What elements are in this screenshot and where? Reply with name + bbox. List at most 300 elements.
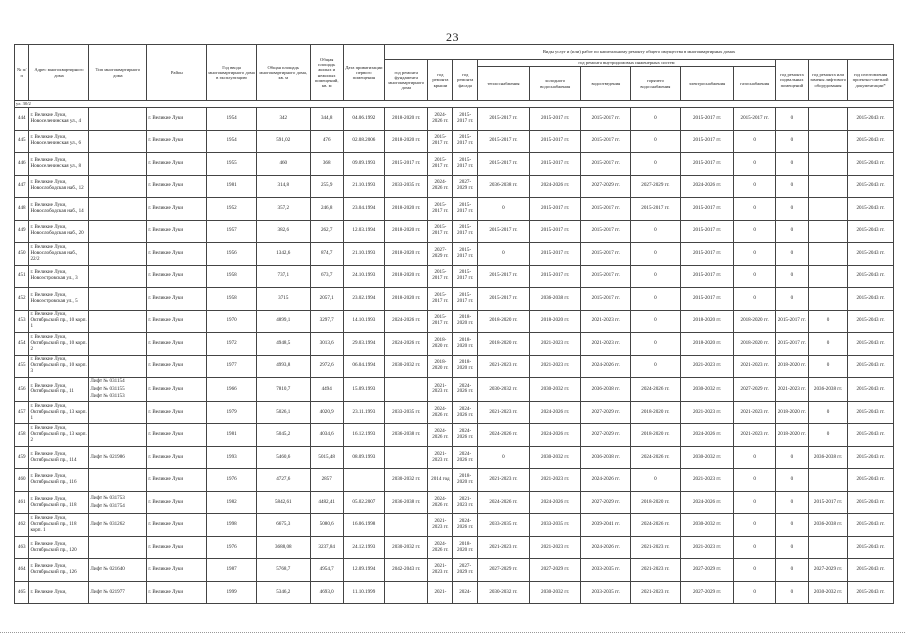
cell-gas: 0 (734, 130, 775, 153)
cell-base: 0 (775, 446, 808, 469)
cell-total: 7810,7 (256, 378, 310, 402)
cell-total: 5346,2 (256, 581, 310, 604)
cell-total: 382,6 (256, 220, 310, 243)
cell-living: 3237,84 (310, 536, 343, 559)
col-design-header: год изготовления проектно-сметной документации* (848, 60, 894, 101)
cell-type (89, 424, 147, 447)
cell-sewer: 2015-2017 гг. (581, 108, 631, 131)
cell-total: 3715 (256, 288, 310, 311)
cell-facade: 2027-2029 гг. (453, 175, 478, 198)
cell-total: 3688,08 (256, 536, 310, 559)
cell-total: 4727,6 (256, 469, 310, 492)
cell-heat: 2021-2023 гг. (478, 355, 530, 378)
cell-fund (385, 378, 428, 402)
cell-total: 5045,2 (256, 424, 310, 447)
cell-facade: 2015-2017 гг. (453, 220, 478, 243)
cell-facade: 2015-2017 гг. (453, 288, 478, 311)
cell-power: 2015-2017 гг. (680, 108, 734, 131)
cell-design: 2015-2043 гг. (848, 559, 894, 582)
cell-total: 357,2 (256, 198, 310, 221)
cell-fund: 2018-2020 гг. (385, 198, 428, 221)
cell-roof: 2014 год (428, 469, 453, 492)
cell-base: 0 (775, 220, 808, 243)
col-roof-header: год ремонта крыши (428, 60, 453, 101)
cell-dist: г. Великие Луки (147, 288, 207, 311)
cell-power: 2015-2017 гг. (680, 265, 734, 288)
cell-fund: 2033-2035 гг. (385, 175, 428, 198)
col-district-header: Район (147, 45, 207, 101)
cell-power: 2027-2029 гг. (680, 559, 734, 582)
cell-cold: 2036-2038 гг. (529, 288, 581, 311)
col-heat-header: теплоснабжения (478, 67, 530, 101)
cell-living: 2972,6 (310, 355, 343, 378)
table-row (15, 514, 894, 537)
cell-sewer: 2015-2017 гг. (581, 198, 631, 221)
cell-roof: 2018-2020 гг. (428, 333, 453, 356)
cell-year: 1970 (207, 310, 257, 333)
cell-sewer: 2033-2035 гг. (581, 559, 631, 582)
cell-lift (808, 243, 847, 266)
cell-roof: 2024-2026 гг. (428, 424, 453, 447)
cell-type: Лифт № 021640 (89, 559, 147, 582)
cell-addr: г. Великие Луки, Октябрьский пр., 116 (29, 469, 89, 492)
cell-power: 2024-2026 гг. (680, 424, 734, 447)
cell-addr: г. Великие Луки, Октябрьский пр., 114 (29, 446, 89, 469)
table-body (15, 108, 894, 604)
cell-gas: 0 (734, 536, 775, 559)
cell-n: 449 (15, 220, 29, 243)
cell-addr: г. Великие Луки, Октябрьский пр., 13 корп. 1 (29, 401, 89, 424)
cell-year: 1987 (207, 559, 257, 582)
cell-design: 2015-2043 гг. (848, 333, 894, 356)
cell-design: 2015-2043 гг. (848, 424, 894, 447)
cell-lift (808, 175, 847, 198)
cell-design: 2015-2043 гг. (848, 378, 894, 402)
cell-gas: 0 (734, 175, 775, 198)
cell-priv: 09.09.1993 (343, 153, 384, 176)
cell-type (89, 536, 147, 559)
cell-dist: г. Великие Луки (147, 175, 207, 198)
cell-cold: 2024-2026 гг. (529, 491, 581, 514)
cell-power: 2015-2017 гг. (680, 243, 734, 266)
cell-living: 255,9 (310, 175, 343, 198)
cell-type: Лифт № 021977 (89, 581, 147, 604)
cell-sewer: 2036-2038 гг. (581, 446, 631, 469)
cell-power: 2015-2017 гг. (680, 220, 734, 243)
cell-sewer: 2039-2041 гг. (581, 514, 631, 537)
cell-design: 2015-2043 гг. (848, 153, 894, 176)
cell-cold: 2015-2017 гг. (529, 198, 581, 221)
cell-power: 2030-2032 гг. (680, 446, 734, 469)
cell-living: 4494 (310, 378, 343, 402)
cell-addr: г. Великие Луки, Новоселенинская ул., 6 (29, 130, 89, 153)
cell-total: 5842,61 (256, 491, 310, 514)
cell-roof: 2024-2026 гг. (428, 175, 453, 198)
table-row (15, 491, 894, 514)
table-row (15, 243, 894, 266)
cell-total: 5026,1 (256, 401, 310, 424)
cell-lift: 2036-2038 гг. (808, 446, 847, 469)
cell-year: 1957 (207, 220, 257, 243)
cell-dist: г. Великие Луки (147, 491, 207, 514)
cell-year: 1956 (207, 243, 257, 266)
cell-base: 2018-2020 гг. (775, 355, 808, 378)
cell-heat: 2015-2017 гг. (478, 130, 530, 153)
cell-lift: 0 (808, 401, 847, 424)
cell-n: 451 (15, 265, 29, 288)
cell-lift (808, 288, 847, 311)
cell-addr: г. Великие Луки, Новослободская наб., 14 (29, 198, 89, 221)
cell-design: 2015-2043 гг. (848, 130, 894, 153)
lift-number: Лифт № 031753 (90, 495, 125, 502)
cell-priv: 16.06.1998 (343, 514, 384, 537)
cell-heat: 2024-2026 гг. (478, 491, 530, 514)
cell-cold: 2024-2026 гг. (529, 424, 581, 447)
lift-number: Лифт № 031155 (90, 385, 125, 392)
table-row (15, 220, 894, 243)
cell-design: 2015-2043 гг. (848, 355, 894, 378)
cell-sewer: 2027-2029 гг. (581, 424, 631, 447)
cell-hot: 2024-2026 гг. (631, 514, 681, 537)
cell-living: 4482,41 (310, 491, 343, 514)
cell-heat: 2021-2023 гг. (478, 469, 530, 492)
cell-hot: 0 (631, 310, 681, 333)
cell-fund: 2036-2038 гг. (385, 424, 428, 447)
cell-year: 1976 (207, 536, 257, 559)
cell-gas: 2027-2029 гг. (734, 378, 775, 402)
cell-facade: 2024-2026 гг. (453, 446, 478, 469)
cell-sewer: 2015-2017 гг. (581, 130, 631, 153)
cell-n: 445 (15, 130, 29, 153)
cell-type (89, 198, 147, 221)
cell-year: 1952 (207, 198, 257, 221)
table-row (15, 469, 894, 492)
cell-total: 5460,6 (256, 446, 310, 469)
cell-addr: г. Великие Луки, Октябрьский пр., 10 корп. 1 (29, 310, 89, 333)
cell-roof: 2024-2026 гг. (428, 401, 453, 424)
cell-type (89, 153, 147, 176)
cell-roof: 2021-2023 гг. (428, 378, 453, 402)
cell-year: 1958 (207, 288, 257, 311)
cell-cold: 2021-2023 гг. (529, 469, 581, 492)
cell-heat: 2015-2017 гг. (478, 108, 530, 131)
cell-cold: 2030-2032 гг. (529, 581, 581, 604)
cell-dist: г. Великие Луки (147, 265, 207, 288)
cell-lift: 2030-2032 гг. (808, 581, 847, 604)
cell-living: 476 (310, 130, 343, 153)
cell-priv: 23.11.1993 (343, 401, 384, 424)
cell-roof: 2024-2026 гг. (428, 536, 453, 559)
cell-facade: 2015-2017 гг. (453, 243, 478, 266)
cell-heat: 2018-2020 гг. (478, 333, 530, 356)
cell-fund: 2018-2020 гг. (385, 220, 428, 243)
cell-facade: 2024-2026 гг. (453, 424, 478, 447)
cell-addr: г. Великие Луки, Октябрьский пр., 10 корп. 2 (29, 333, 89, 356)
cell-heat: 0 (478, 198, 530, 221)
cell-living: 4954,7 (310, 559, 343, 582)
cell-power: 2024-2026 гг. (680, 175, 734, 198)
cell-facade: 2024- (453, 581, 478, 604)
cell-year: 1981 (207, 175, 257, 198)
cell-addr: г. Великие Луки, Новоэстровская ул., 3 (29, 265, 89, 288)
cell-facade: 2024-2026 гг. (453, 378, 478, 402)
cell-base: 2018-2020 гг. (775, 401, 808, 424)
col-sewer-header: водоотведения (581, 67, 631, 101)
lift-number: Лифт № 031154 (90, 378, 125, 384)
cell-design: 2015-2043 гг. (848, 198, 894, 221)
cell-heat: 0 (478, 446, 530, 469)
cell-lift (808, 536, 847, 559)
cell-fund: 2018-2020 гг. (385, 108, 428, 131)
cell-power: 2021-2023 гг. (680, 469, 734, 492)
col-privatization-header: Дата приватизации первого помещения (343, 45, 384, 101)
cell-design: 2015-2043 гг. (848, 265, 894, 288)
cell-fund: 2030-2032 гг. (385, 355, 428, 378)
cell-power: 2027-2029 гг. (680, 581, 734, 604)
cell-lift (808, 153, 847, 176)
cell-dist: г. Великие Луки (147, 424, 207, 447)
cell-base: 2018-2020 гг. (775, 424, 808, 447)
cell-lift (808, 469, 847, 492)
cell-hot: 0 (631, 265, 681, 288)
cell-living: 344,8 (310, 108, 343, 131)
cell-year: 1977 (207, 355, 257, 378)
cell-dist: г. Великие Луки (147, 446, 207, 469)
cell-gas: 0 (734, 265, 775, 288)
cell-facade: 2027-2029 гг. (453, 559, 478, 582)
cell-fund: 2018-2020 гг. (385, 130, 428, 153)
cell-cold: 2021-2023 гг. (529, 536, 581, 559)
cell-sewer: 2021-2023 гг. (581, 333, 631, 356)
works-group-header: Виды услуг и (или) работ по капитальному ремонту общего имущества в многоквартирных домах (385, 45, 894, 60)
cell-hot: 2018-2020 гг. (631, 401, 681, 424)
cell-design: 2015-2043 гг. (848, 491, 894, 514)
cell-living: 4034,6 (310, 424, 343, 447)
cell-sewer: 2015-2017 гг. (581, 220, 631, 243)
cell-dist: г. Великие Луки (147, 333, 207, 356)
cell-gas: 0 (734, 288, 775, 311)
table-row (15, 198, 894, 221)
cell-hot: 2024-2026 гг. (631, 446, 681, 469)
cell-year: 1958 (207, 265, 257, 288)
cell-heat: 2036-2038 гг. (478, 175, 530, 198)
cell-year: 1972 (207, 333, 257, 356)
cell-cold: 2015-2017 гг. (529, 153, 581, 176)
cell-type (89, 355, 147, 378)
cell-year: 1999 (207, 581, 257, 604)
cell-design: 2015-2043 гг. (848, 514, 894, 537)
cell-roof: 2021-2023 гг. (428, 446, 453, 469)
cell-hot: 0 (631, 469, 681, 492)
cell-fund (385, 514, 428, 537)
cell-year: 1998 (207, 514, 257, 537)
cell-dist: г. Великие Луки (147, 243, 207, 266)
cell-dist: г. Великие Луки (147, 198, 207, 221)
cell-fund: 2015-2017 гг. (385, 153, 428, 176)
cell-living: 874,7 (310, 243, 343, 266)
cell-n: 448 (15, 198, 29, 221)
cell-addr: г. Великие Луки, Новослободская наб., 12 (29, 175, 89, 198)
cell-facade: 2018-2020 гг. (453, 310, 478, 333)
cell-lift (808, 198, 847, 221)
cell-n: 446 (15, 153, 29, 176)
cell-dist: г. Великие Луки (147, 108, 207, 131)
cell-base: 2021-2023 гг. (775, 378, 808, 402)
page-number: 23 (446, 30, 459, 44)
col-power-header: электроснабжения (680, 67, 734, 101)
table-row (15, 108, 894, 131)
cell-dist: г. Великие Луки (147, 559, 207, 582)
cell-priv: 08.09.1993 (343, 446, 384, 469)
cell-addr: г. Великие Луки, Октябрьский пр., 120 (29, 536, 89, 559)
cell-n: 463 (15, 536, 29, 559)
table-subheader: ул. 30/2 (15, 101, 894, 108)
cell-base: 0 (775, 198, 808, 221)
cell-roof: 2021-2023 гг. (428, 559, 453, 582)
cell-roof: 2027-2029 гг. (428, 243, 453, 266)
cell-dist: г. Великие Луки (147, 153, 207, 176)
cell-gas: 0 (734, 198, 775, 221)
cell-total: 342 (256, 108, 310, 131)
cell-design: 2015-2043 гг. (848, 401, 894, 424)
cell-year: 1976 (207, 469, 257, 492)
cell-hot: 2021-2023 гг. (631, 559, 681, 582)
cell-hot: 2024-2026 гг. (631, 378, 681, 402)
cell-heat: 2015-2017 гг. (478, 153, 530, 176)
cell-type (89, 469, 147, 492)
cell-n: 458 (15, 424, 29, 447)
cell-n: 450 (15, 243, 29, 266)
cell-priv: 12.09.1994 (343, 559, 384, 582)
cell-base: 2015-2017 гг. (775, 310, 808, 333)
cell-priv (343, 469, 384, 492)
cell-power: 2015-2017 гг. (680, 288, 734, 311)
cell-lift (808, 220, 847, 243)
cell-facade: 2021-2023 гг. (453, 491, 478, 514)
cell-hot: 0 (631, 243, 681, 266)
cell-n: 464 (15, 559, 29, 582)
cell-roof: 2015-2017 гг. (428, 288, 453, 311)
cell-priv: 29.03.1994 (343, 333, 384, 356)
col-facade-header: год ремонта фасада (453, 60, 478, 101)
table-row (15, 559, 894, 582)
cell-n: 460 (15, 469, 29, 492)
cell-addr: г. Великие Луки, Октябрьский пр., 11 (29, 378, 89, 402)
cell-total: 314,8 (256, 175, 310, 198)
table-row (15, 175, 894, 198)
cell-fund (385, 581, 428, 604)
cell-facade: 2015-2017 гг. (453, 153, 478, 176)
cell-hot: 2021-2023 гг. (631, 536, 681, 559)
cell-addr: г. Великие Луки, Октябрьский пр., 118 (29, 491, 89, 514)
cell-gas: 0 (734, 491, 775, 514)
cell-type (89, 288, 147, 311)
cell-fund: 2042-2043 гг. (385, 559, 428, 582)
cell-sewer: 2027-2029 гг. (581, 175, 631, 198)
cell-heat: 2015-2017 гг. (478, 220, 530, 243)
cell-type (89, 175, 147, 198)
cell-type: Лифт № 031262 (89, 514, 147, 537)
cell-sewer: 2024-2026 гг. (581, 469, 631, 492)
cell-power: 2015-2017 гг. (680, 130, 734, 153)
cell-living: 3013,6 (310, 333, 343, 356)
cell-n: 456 (15, 378, 29, 402)
cell-base: 2015-2017 гг. (775, 333, 808, 356)
cell-fund: 2024-2026 гг. (385, 310, 428, 333)
cell-design: 2015-2043 гг. (848, 469, 894, 492)
cell-year: 1979 (207, 401, 257, 424)
cell-fund: 2018-2020 гг. (385, 243, 428, 266)
cell-facade: 2015-2017 гг. (453, 130, 478, 153)
cell-cold: 2027-2029 гг. (529, 559, 581, 582)
cell-type (89, 310, 147, 333)
table-row (15, 153, 894, 176)
cell-facade: 2024-2026 гг. (453, 401, 478, 424)
cell-heat: 2030-2032 гг. (478, 378, 530, 402)
cell-design: 2015-2043 гг. (848, 108, 894, 131)
cell-priv: 21.10.1993 (343, 175, 384, 198)
cell-base: 0 (775, 153, 808, 176)
cell-sewer: 2027-2029 гг. (581, 401, 631, 424)
cell-base: 0 (775, 265, 808, 288)
cell-fund (385, 446, 428, 469)
lift-number: Лифт № 031153 (90, 393, 125, 400)
cell-sewer: 2015-2017 гг. (581, 153, 631, 176)
cell-roof: 2024-2026 гг. (428, 491, 453, 514)
cell-addr: г. Великие Луки, Октябрьский пр., 126 (29, 559, 89, 582)
cell-type (89, 220, 147, 243)
cell-lift (808, 130, 847, 153)
cell-priv: 04.06.1992 (343, 108, 384, 131)
cell-year: 1955 (207, 153, 257, 176)
cell-dist: г. Великие Луки (147, 310, 207, 333)
col-foundation-header: год ремонта фундамента многоквартирного дома (385, 60, 428, 101)
cell-base: 0 (775, 581, 808, 604)
cell-n: 465 (15, 581, 29, 604)
cell-sewer: 2015-2017 гг. (581, 265, 631, 288)
cell-sewer: 2015-2017 гг. (581, 288, 631, 311)
cell-living: 368 (310, 153, 343, 176)
cell-roof: 2015-2017 гг. (428, 310, 453, 333)
cell-base: 0 (775, 559, 808, 582)
cell-gas: 2021-2023 гг. (734, 355, 775, 378)
cell-total: 6675,3 (256, 514, 310, 537)
cell-base: 0 (775, 243, 808, 266)
cell-lift: 0 (808, 333, 847, 356)
cell-priv: 16.12.1993 (343, 424, 384, 447)
cell-hot: 0 (631, 108, 681, 131)
cell-type: Лифт № 021986 (89, 446, 147, 469)
cell-design: 2015-2043 гг. (848, 310, 894, 333)
cell-roof: 2015-2017 гг. (428, 265, 453, 288)
cell-power: 2030-2032 гг. (680, 378, 734, 402)
cell-type (89, 378, 147, 402)
cell-priv: 05.02.2007 (343, 491, 384, 514)
col-basement-header: год ремонта подвальных помещений (775, 60, 808, 101)
cell-lift: 0 (808, 355, 847, 378)
cell-lift: 2027-2029 гг. (808, 559, 847, 582)
cell-facade: 2015-2017 гг. (453, 265, 478, 288)
cell-roof: 2015-2017 гг. (428, 130, 453, 153)
cell-n: 453 (15, 310, 29, 333)
cell-fund: 2030-2032 гг. (385, 536, 428, 559)
cell-fund: 2030-2032 гг. (385, 469, 428, 492)
cell-living: 5080,6 (310, 514, 343, 537)
cell-gas: 0 (734, 153, 775, 176)
cell-roof: 2024-2026 гг. (428, 108, 453, 131)
cell-cold: 2015-2017 гг. (529, 108, 581, 131)
cell-sewer: 2036-2038 гг. (581, 378, 631, 402)
